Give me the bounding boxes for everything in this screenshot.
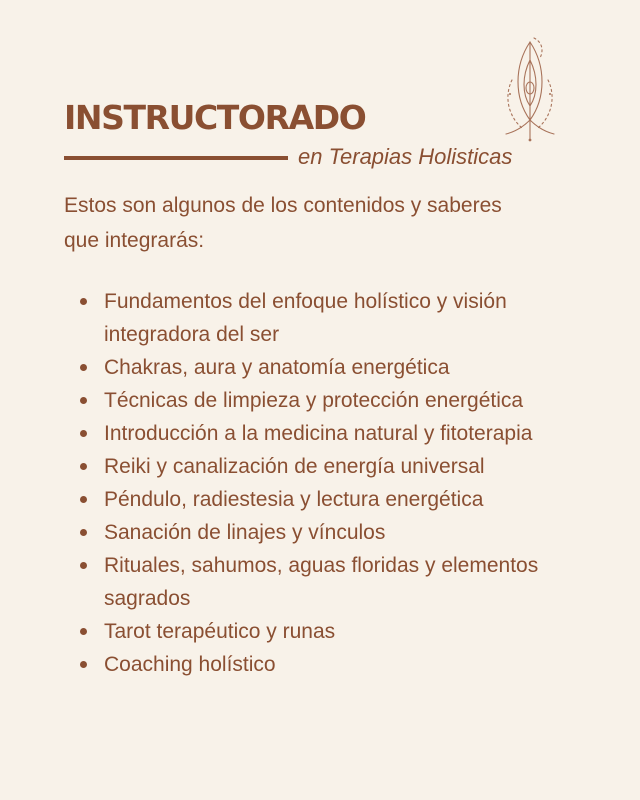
list-item bbox=[78, 351, 608, 384]
list-item-text: Rituales, sahumos, aguas floridas y elementos sagrados bbox=[104, 554, 539, 610]
bullet-icon bbox=[80, 496, 87, 503]
bullet-icon bbox=[80, 562, 87, 569]
list-item-text: Péndulo, radiestesia y lectura energética bbox=[104, 488, 484, 511]
bullet-icon bbox=[80, 397, 87, 404]
list-item bbox=[78, 483, 608, 516]
list-item-text: Fundamentos del enfoque holístico y visión integradora del ser bbox=[104, 290, 507, 346]
page-title: INSTRUCTORADO bbox=[64, 98, 366, 137]
list-item-text: Reiki y canalización de energía universal bbox=[104, 455, 485, 478]
list-item-text: Chakras, aura y anatomía energética bbox=[104, 356, 450, 379]
list-item bbox=[78, 384, 608, 417]
list-item bbox=[78, 615, 608, 648]
list-item bbox=[78, 549, 608, 615]
list-item bbox=[78, 450, 608, 483]
list-item-text: Introducción a la medicina natural y fitoterapia bbox=[104, 422, 533, 445]
bullet-icon bbox=[80, 628, 87, 635]
bullet-icon bbox=[80, 430, 87, 437]
list-item bbox=[78, 648, 608, 681]
list-item-text: Coaching holístico bbox=[104, 653, 276, 676]
contents-list bbox=[78, 285, 608, 681]
bullet-icon bbox=[80, 529, 87, 536]
list-item-text: Sanación de linajes y vínculos bbox=[104, 521, 386, 544]
list-item-text: Tarot terapéutico y runas bbox=[104, 620, 336, 643]
list-item-text: Técnicas de limpieza y protección energética bbox=[104, 389, 524, 412]
list-item bbox=[78, 285, 608, 351]
bullet-icon bbox=[80, 661, 87, 668]
bullet-icon bbox=[80, 298, 87, 305]
bullet-icon bbox=[80, 364, 87, 371]
feather-icon bbox=[500, 36, 560, 144]
list-item bbox=[78, 417, 608, 450]
intro-text: Estos son algunos de los contenidos y saberes que integrarás: bbox=[64, 194, 502, 252]
title-divider bbox=[64, 156, 288, 160]
page-subtitle: en Terapias Holisticas bbox=[298, 144, 513, 169]
bullet-icon bbox=[80, 463, 87, 470]
list-item bbox=[78, 516, 608, 549]
